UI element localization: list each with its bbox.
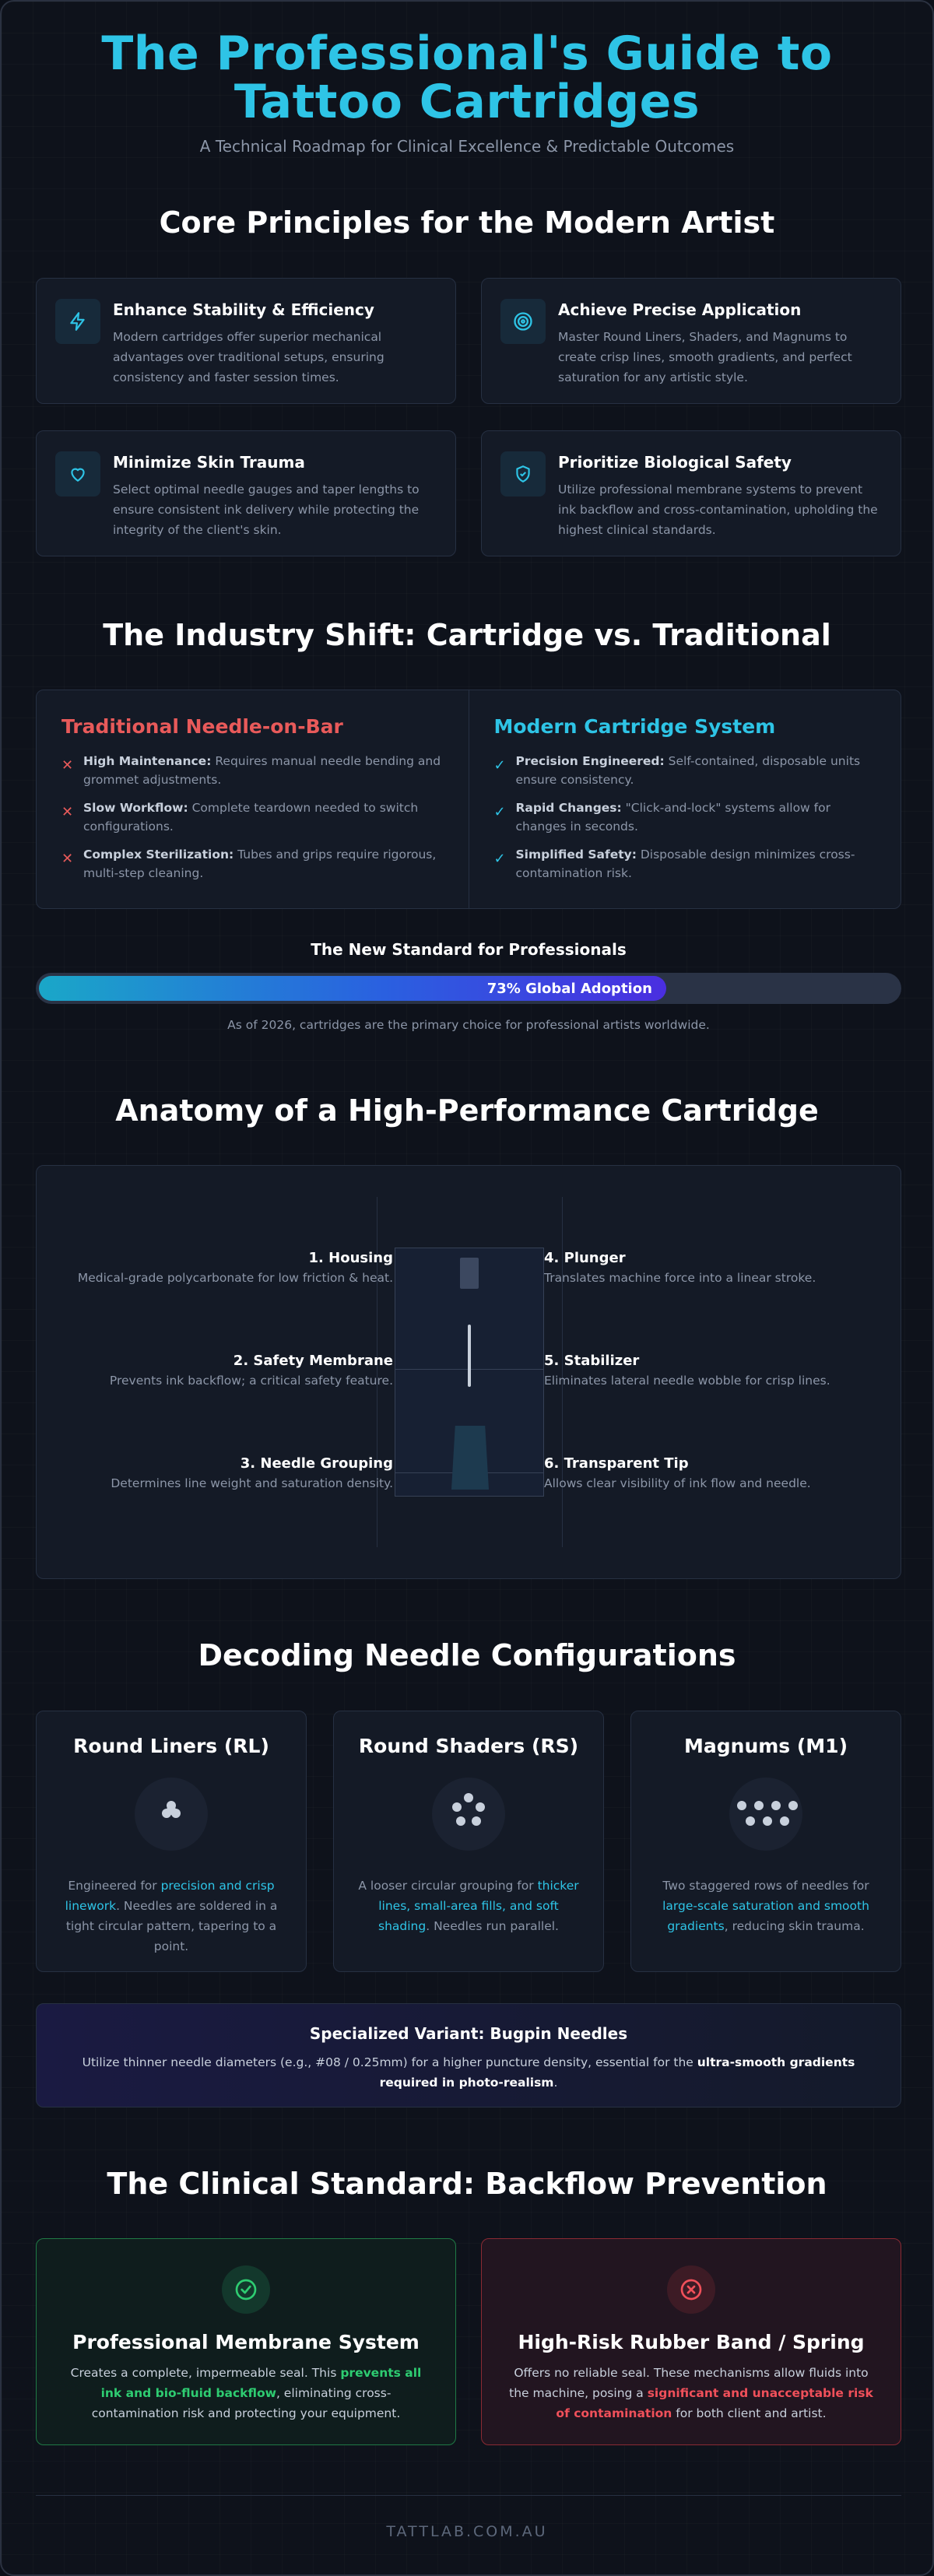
anatomy-panel [36, 1165, 901, 1579]
title-line-2: Tattoo Cartridges [234, 75, 700, 129]
part-text: Translates machine force into a linear stroke. [544, 1271, 816, 1285]
cartridge-diagram [395, 1248, 544, 1497]
needle-title: Magnums (M1) [684, 1735, 848, 1757]
item-label: Slow Workflow: [83, 801, 188, 815]
backflow-comparison [36, 2238, 901, 2445]
x-icon: ✕ [61, 757, 74, 774]
bugpin-text: Utilize thinner needle diameters (e.g., #08 / 0.25mm) for a higher puncture density, essential for the ultra-smooth gradients required in photo-realism. [82, 2055, 855, 2090]
modern-title: Modern Cartridge System [493, 715, 776, 738]
needle-config-grid [36, 1711, 901, 1972]
adoption-heading: The New Standard for Professionals [311, 940, 627, 959]
card-text: Creates a complete, impermeable seal. This prevents all ink and bio-fluid backflow, eliminating cross-contamination risk and protecting your equipment. [70, 2366, 422, 2420]
needles-title: Decoding Needle Configurations [198, 1638, 736, 1672]
shift-title: The Industry Shift: Cartridge vs. Traditional [103, 618, 831, 652]
item-label: Precision Engineered: [515, 754, 665, 768]
page-subtitle: A Technical Roadmap for Clinical Excellence & Predictable Outcomes [199, 137, 735, 156]
shield-check-icon [500, 451, 546, 497]
part-plunger [544, 1250, 816, 1285]
adoption-note: As of 2026, cartridges are the primary choice for professional artists worldwide. [227, 1018, 710, 1032]
heart-icon [55, 451, 100, 497]
part-text: Determines line weight and saturation density. [111, 1476, 393, 1490]
item-text: Disposable design minimizes cross-contamination risk. [515, 848, 855, 880]
check-icon: ✓ [493, 851, 506, 867]
part-housing [78, 1250, 393, 1285]
plunger-shape [460, 1258, 479, 1289]
list-item [61, 845, 444, 883]
item-label: Rapid Changes: [515, 801, 622, 815]
item-label: High Maintenance: [83, 754, 212, 768]
adoption-label: 73% Global Adoption [486, 980, 652, 997]
anatomy-title: Anatomy of a High-Performance Cartridge [115, 1093, 819, 1128]
part-text: Prevents ink backflow; a critical safety feature. [109, 1374, 393, 1388]
list-item [494, 752, 876, 789]
membrane-system-card [36, 2238, 456, 2445]
rubber-band-card [481, 2238, 901, 2445]
hero [2, 2, 932, 156]
list-item [61, 798, 444, 836]
check-icon: ✓ [493, 757, 506, 774]
part-title: 2. Safety Membrane [233, 1353, 393, 1369]
needle-text: Two staggered rows of needles for large-scale saturation and smooth gradients, reducing skin trauma. [662, 1879, 869, 1933]
needle-shape [468, 1325, 471, 1387]
item-label: Complex Sterilization: [83, 848, 234, 862]
principle-text: Modern cartridges offer superior mechanical advantages over traditional setups, ensuring consistency and faster session times. [113, 330, 384, 384]
footer-divider [36, 2495, 901, 2496]
principle-title: Minimize Skin Trauma [113, 453, 305, 472]
adoption-progress-bar [36, 973, 901, 1004]
bugpin-title: Specialized Variant: Bugpin Needles [309, 2024, 628, 2043]
item-text: Requires manual needle bending and grommet adjustments. [83, 754, 441, 787]
needle-text: A looser circular grouping for thicker lines, small-area fills, and soft shading. Needles run parallel. [358, 1879, 579, 1933]
magnum-icon [729, 1778, 802, 1851]
needle-card-round-liners [36, 1711, 307, 1972]
principle-text: Master Round Liners, Shaders, and Magnums to create crisp lines, smooth gradients, and perfect saturation for any artistic style. [558, 330, 852, 384]
principle-card-skin [36, 430, 456, 556]
needle-text: Engineered for precision and crisp linework. Needles are soldered in a tight circular pattern, tapering to a point. [65, 1879, 278, 1953]
footer-link[interactable]: TATTLAB.COM.AU [386, 2523, 548, 2540]
principle-title: Enhance Stability & Efficiency [113, 300, 374, 319]
part-title: 5. Stabilizer [544, 1353, 640, 1369]
principles-title: Core Principles for the Modern Artist [159, 205, 775, 240]
bugpin-callout [36, 2003, 901, 2107]
adoption-section [36, 940, 901, 1032]
lightning-icon [55, 299, 100, 344]
card-text: Offers no reliable seal. These mechanisms allow fluids into the machine, posing a significant and unacceptable risk of contamination for both client and artist. [509, 2366, 873, 2420]
comparison-panel [36, 690, 901, 909]
part-title: 1. Housing [308, 1250, 393, 1266]
part-title: 6. Transparent Tip [544, 1455, 689, 1472]
principle-card-safety [481, 430, 901, 556]
card-title: Professional Membrane System [72, 2331, 420, 2353]
x-icon: ✕ [61, 804, 74, 820]
principle-title: Prioritize Biological Safety [558, 453, 792, 472]
x-icon: ✕ [61, 851, 74, 867]
backflow-title: The Clinical Standard: Backflow Prevention [107, 2167, 827, 2201]
list-item [494, 845, 876, 883]
needle-card-magnums [630, 1711, 901, 1972]
card-title: High-Risk Rubber Band / Spring [518, 2331, 865, 2353]
x-circle-icon [667, 2265, 715, 2314]
principle-text: Utilize professional membrane systems to prevent ink backflow and cross-contamination, upholding the highest clinical standards. [558, 483, 878, 537]
list-item [61, 752, 444, 789]
modern-column [469, 690, 901, 908]
needle-title: Round Liners (RL) [73, 1735, 269, 1757]
needle-card-round-shaders [333, 1711, 604, 1972]
part-transparent-tip [544, 1455, 811, 1490]
item-text: Complete teardown needed to switch configurations. [83, 801, 419, 834]
principle-text: Select optimal needle gauges and taper lengths to ensure consistent ink delivery while protecting the integrity of the client's skin. [113, 483, 420, 537]
adoption-progress-fill [39, 976, 666, 1001]
title-line-1: The Professional's Guide to [101, 26, 833, 81]
principle-card-precision [481, 278, 901, 404]
item-text: Tubes and grips require rigorous, multi-step cleaning. [83, 848, 437, 880]
round-liner-icon [135, 1778, 208, 1851]
part-needle-grouping [111, 1455, 393, 1490]
tip-shape [451, 1426, 489, 1490]
principle-card-stability [36, 278, 456, 404]
part-stabilizer [544, 1353, 830, 1388]
principle-title: Achieve Precise Application [558, 300, 802, 319]
list-item [494, 798, 876, 836]
item-text: "Click-and-lock" systems allow for changes in seconds. [515, 801, 830, 834]
round-shader-icon [432, 1778, 505, 1851]
target-icon [500, 299, 546, 344]
part-title: 4. Plunger [544, 1250, 626, 1266]
part-text: Eliminates lateral needle wobble for crisp lines. [544, 1374, 830, 1388]
check-circle-icon [222, 2265, 270, 2314]
part-safety-membrane [110, 1353, 393, 1388]
traditional-column [37, 690, 469, 908]
item-label: Simplified Safety: [515, 848, 637, 862]
traditional-title: Traditional Needle-on-Bar [61, 715, 343, 738]
principles-grid [36, 278, 901, 556]
part-text: Allows clear visibility of ink flow and needle. [544, 1476, 811, 1490]
needle-title: Round Shaders (RS) [358, 1735, 579, 1757]
part-title: 3. Needle Grouping [240, 1455, 393, 1472]
item-text: Self-contained, disposable units ensure consistency. [515, 754, 861, 787]
page-title [2, 26, 932, 129]
part-text: Medical-grade polycarbonate for low friction & heat. [77, 1271, 393, 1285]
check-icon: ✓ [493, 804, 506, 820]
